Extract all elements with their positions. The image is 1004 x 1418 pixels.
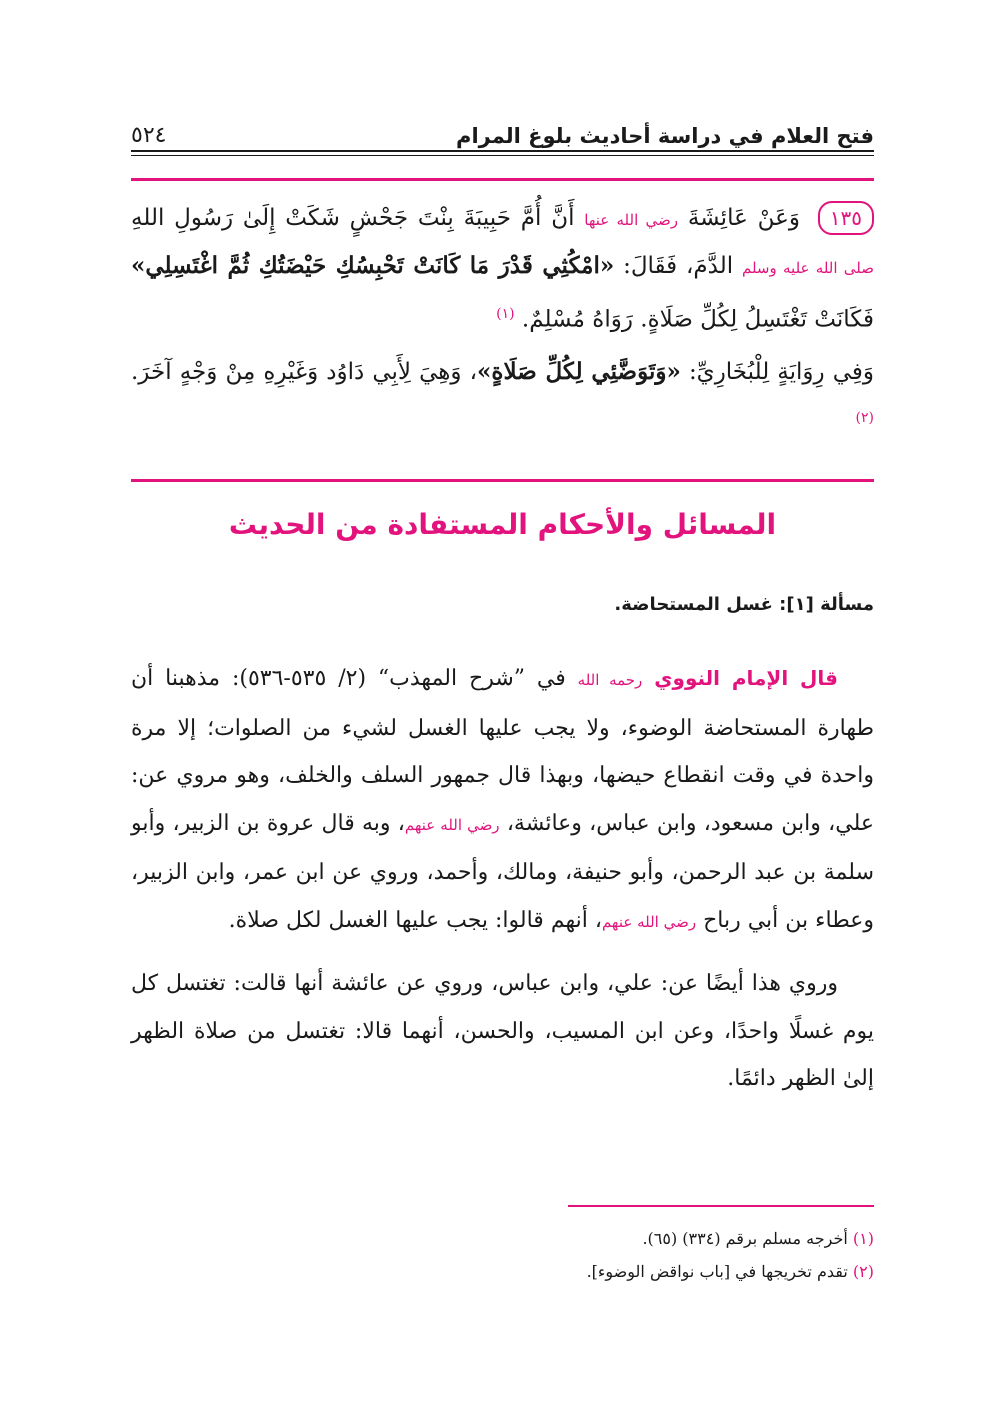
book-title: فتح العلام في دراسة أحاديث بلوغ المرام	[456, 124, 874, 148]
scholar-name: قال الإمام النووي	[654, 666, 838, 690]
footnote-item	[131, 1222, 874, 1255]
commentary-text: في ”شرح المهذب“ (٢/ ٥٣٥-٥٣٦): مذهبنا أن طهارة المستحاضة الوضوء، ولا يجب عليها الغسل لشيء من الصلوات؛ إلا مرة واحدة في وقت انقطاع حيضها، وبهذا قال جمهور السلف والخلف، وهو مروي عن: علي، وابن مسعود، وابن عباس، وعائشة،	[131, 666, 874, 836]
commentary-paragraph-2: وروي هذا أيضًا عن: علي، وابن عباس، وروي عن عائشة أنها قالت: تغتسل كل يوم غسلًا واحدًا، وعن ابن المسيب، والحسن، أنهما قالا: تغتسل من صلاة الظهر إلىٰ الظهر دائمًا.	[131, 971, 874, 1091]
hadith-top-rule	[131, 178, 874, 181]
footnote-ref[interactable]: (١)	[496, 306, 515, 322]
prophetic-quote: «امْكُثِي قَدْرَ مَا كَانَتْ تَحْبِسُكِ حَيْضَتُكِ ثُمَّ اغْتَسِلِي»	[131, 252, 615, 279]
commentary	[131, 655, 874, 1103]
hadith-text: وَفِي رِوَايَةٍ لِلْبُخَارِيِّ:	[688, 358, 875, 385]
hadith-block	[131, 195, 874, 446]
commentary-text: ، أنهم قالوا: يجب عليها الغسل لكل صلاة.	[228, 907, 602, 933]
header-rule	[131, 150, 874, 152]
commentary-paragraph-1	[131, 655, 874, 946]
hadith-text: وَعَنْ عَائِشَةَ	[687, 205, 800, 231]
footnote-number: (٢)	[852, 1262, 874, 1281]
footnote-text: أخرجه مسلم برقم (٣٣٤) (٦٥).	[642, 1229, 848, 1248]
prophetic-quote: «وَتَوَضَّئِي لِكُلِّ صَلَاةٍ»	[477, 357, 681, 385]
honorific-icon: رضي الله عنهم	[601, 912, 697, 931]
footnote-item	[131, 1255, 874, 1288]
commentary-text: ، وبه قال عروة بن الزبير، وأبو سلمة بن عبد الرحمن، وأبو حنيفة، ومالك، وأحمد، وروي عن ابن عمر، وابن الزبير، وعطاء بن أبي رباح	[131, 810, 874, 933]
section-title: المسائل والأحكام المستفادة من الحديث	[228, 508, 777, 541]
hadith-text: الدَّمَ، فَقَالَ:	[623, 253, 734, 279]
honorific-icon: صلى الله عليه وسلم	[741, 259, 875, 277]
footnote-ref[interactable]: (٢)	[855, 409, 874, 426]
footnote-separator	[568, 1205, 874, 1207]
issue-title: غسل المستحاضة.	[614, 594, 773, 615]
issue-heading	[131, 594, 874, 615]
honorific-icon: رحمه الله	[577, 671, 643, 689]
hadith-text: ، وَهِيَ لِأَبِي دَاوُد وَغَيْرِهِ مِنْ وَجْهٍ آخَرَ.	[131, 358, 478, 385]
honorific-icon: رضي الله عنهم	[404, 815, 500, 834]
footnote-number: (١)	[852, 1229, 874, 1248]
issue-label: مسألة [١]:	[779, 594, 874, 615]
running-header	[131, 108, 874, 148]
footnote-text: تقدم تخريجها في [باب نواقض الوضوء].	[586, 1262, 848, 1281]
header-rule-thin	[131, 155, 874, 156]
page-number: ٥٢٤	[131, 123, 167, 148]
hadith-text: أَنَّ أُمَّ حَبِيبَةَ بِنْتَ جَحْشٍ شَكَتْ إِلَىٰ رَسُولِ اللهِ	[131, 205, 575, 231]
hadith-paragraph-2	[131, 349, 874, 447]
footnotes	[131, 1222, 874, 1288]
hadith-paragraph-1	[131, 195, 874, 343]
hadith-number-badge: ١٣٥	[818, 201, 874, 235]
hadith-bottom-rule	[131, 479, 874, 482]
honorific-icon: رضي الله عنها	[584, 211, 679, 229]
hadith-text: فَكَانَتْ تَغْتَسِلُ لِكُلِّ صَلَاةٍ. رَوَاهُ مُسْلِمٌ.	[521, 306, 874, 333]
